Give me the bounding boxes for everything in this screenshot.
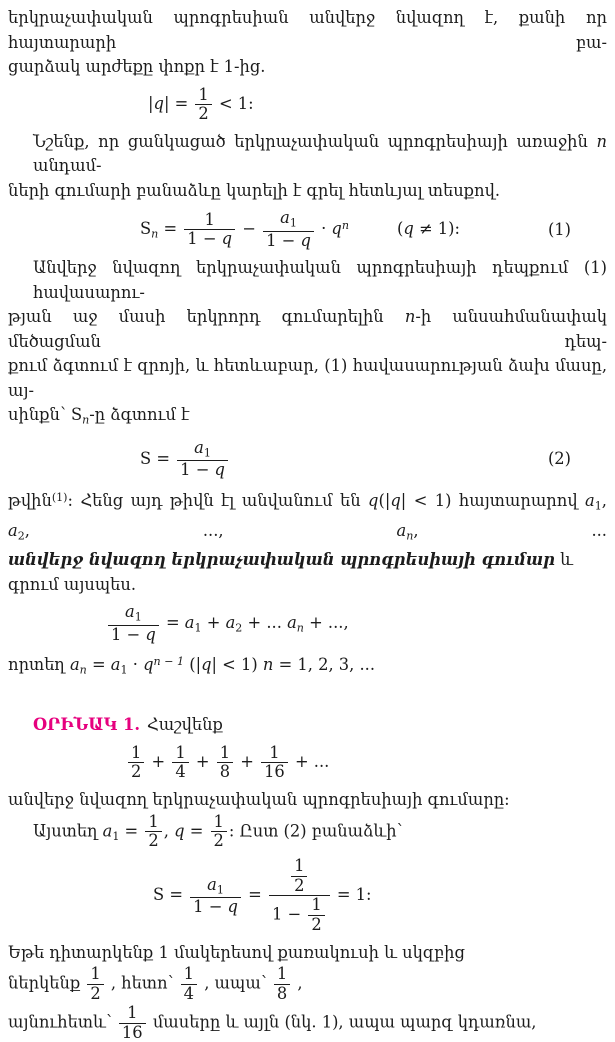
formula-content: |q| = $\frac{1}{2}$ < 1: xyxy=(148,84,254,124)
formula-condition: (q ≠ 1): xyxy=(397,219,460,239)
equation-number: (1) xyxy=(547,219,571,239)
fraction: $\frac{1}{1 - q}$ xyxy=(184,211,235,249)
text-line: թվին$^{(1)}$: Հենց այդ թիվն էլ անվանում են q(|q| < 1) հայտարարով $a_1$, $a_2$, ..., $a_n$, ... xyxy=(8,490,607,542)
formula-series xyxy=(8,744,607,782)
fraction: $\frac{1}{4}$ xyxy=(172,744,188,782)
equation-number: (2) xyxy=(547,449,571,469)
fraction: $\frac{a_1}{1 - q}$ xyxy=(108,603,159,644)
fraction: $\frac{a_1}{1 - q}$ xyxy=(177,439,228,480)
text-line: ցարձակ արժեքը փոքր է 1-ից. xyxy=(8,57,266,76)
example-heading xyxy=(8,713,607,738)
fraction: $\frac{1}{2}$ xyxy=(128,744,144,782)
fraction: $\frac{a_1}{1 - q}$ xyxy=(263,209,314,250)
formula-example-solution xyxy=(8,857,607,935)
fraction: $\frac{1}{2}$ xyxy=(145,813,161,851)
text-line: այնուհետև՝ $\frac{1}{16}$ մասերը և այլն (նկ. 1), ապա պարզ կդառնա, xyxy=(8,1002,537,1042)
example-label: ՕՐԻՆԱԿ 1. xyxy=(33,715,140,735)
fraction: $\frac{a_1}{1 - q}$ xyxy=(190,876,241,917)
text-line: Նշենք, որ ցանկացած երկրաչափական պրոգրեսիայի առաջին n անդամ- xyxy=(33,131,607,176)
fraction: $\frac{1}{2}$ xyxy=(87,965,103,1003)
fraction: $\frac{1}{2}$ xyxy=(291,857,307,895)
text-line: երկրաչափական պրոգրեսիան անվերջ նվազող է, քանի որ հայտարարի բա- xyxy=(8,8,607,52)
text-line: քում ձգտում է զրոյի, և հետևաբար, (1) հավասարության ձախ մասը, այ- xyxy=(8,356,607,400)
formula-1 xyxy=(8,209,607,250)
text-line: ների գումարի բանաձևը կարելի է գրել հետևյալ տեսքով. xyxy=(8,180,501,200)
formula-content: $S_n$ = $\frac{1}{1 - q}$ − $\frac{a_1}{1 - q}$ · $q^n$ xyxy=(140,208,349,250)
fraction: $\frac{1}{2}$ 1 − $\frac{1}{2}$ xyxy=(269,857,330,935)
fraction: $\frac{1}{8}$ xyxy=(274,965,290,1003)
formula-content: $\frac{1}{2}$ + $\frac{1}{4}$ + $\frac{1}{8}$ + $\frac{1}{16}$ + ... xyxy=(126,752,329,771)
fraction: $\frac{1}{2}$ xyxy=(195,86,211,124)
text-line: սինքն՝ $S_n-ը$ ձգտում է xyxy=(8,405,190,427)
text-line: Եթե դիտարկենք 1 մակերեսով քառակուսի և սկզբից xyxy=(8,942,465,962)
example-intro: Հաշվենք xyxy=(147,715,223,735)
fraction: $\frac{1}{16}$ xyxy=(119,1004,146,1042)
formula-sum-definition xyxy=(8,603,607,644)
text-line: անվերջ նվազող երկրաչափական պրոգրեսիայի գումար և գրում այսպես. xyxy=(8,550,573,594)
text-line: ներկենք $\frac{1}{2}$ , հետո՝ $\frac{1}{4}$ , ապա՝ $\frac{1}{8}$ , xyxy=(8,964,303,1004)
formula-content: $\frac{a_1}{1 - q}$ = $a_1 + a_2$ + ... $a_n$ + ..., xyxy=(106,613,349,632)
text-line: Այստեղ $a_1$ = $\frac{1}{2}$ , q = $\frac{1}{2}$ : Ըստ (2) բանաձևի՝ xyxy=(33,811,403,851)
text-line: Անվերջ նվազող երկրաչափական պրոգրեսիայի դեպքում (1) հավասարու- xyxy=(33,258,607,302)
formula-content: S = $\frac{a_1}{1 - q}$ xyxy=(140,449,230,468)
formula-abs-q xyxy=(8,86,607,124)
fraction: $\frac{1}{8}$ xyxy=(217,744,233,782)
formula-content: S = $\frac{a_1}{1 - q}$ = $\frac{1}{2}$ 1 − $\frac{1}{2}$ = 1: xyxy=(153,855,372,935)
fraction: $\frac{1}{4}$ xyxy=(181,965,197,1003)
fraction: $\frac{1}{2}$ xyxy=(308,896,324,934)
fraction: $\frac{1}{16}$ xyxy=(261,744,288,782)
text-line: թյան աջ մասի երկրորդ գումարելին n-ի անսահմանափակ մեծացման դեպ- xyxy=(8,307,607,351)
text-line: անվերջ նվազող երկրաչափական պրոգրեսիայի գումարը: xyxy=(8,790,510,809)
formula-2 xyxy=(8,439,607,480)
fraction: $\frac{1}{2}$ xyxy=(211,813,227,851)
text-line: որտեղ $a_n = a_1 \cdot q^{n - 1}$ (|q| < 1) n = 1, 2, 3, ... xyxy=(8,655,376,677)
